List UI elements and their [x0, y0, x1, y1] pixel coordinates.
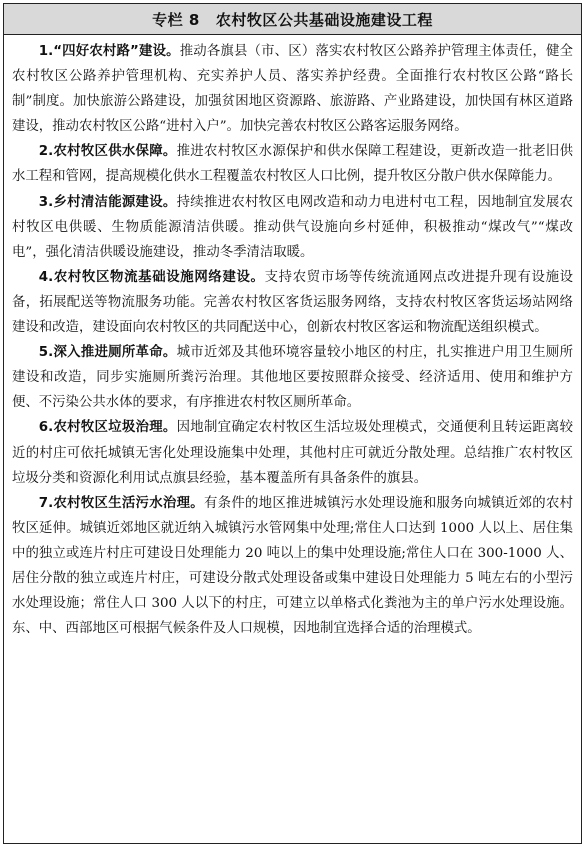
item-clean-energy: [12, 190, 573, 265]
box-title: 农村牧区公共基础设施建设工程: [215, 10, 433, 29]
item-body: 持续推进农村牧区电网改造和动力电进村屯工程，因地制宜发展农村牧区电供暖、生物质能源清洁供暖。推动供气设施向乡村延伸，积极推动“煤改气”“煤改电”，强化清洁供暖设施建设，推动冬季清洁取暖。: [12, 194, 574, 260]
box-label: 专栏 8: [152, 10, 200, 29]
item-body: 因地制宜确定农村牧区生活垃圾处理模式，交通便利且转运距离较近的村庄可依托城镇无害化处理设施集中处理，其他村庄可就近分散处理。总结推广农村牧区垃圾分类和资源化利用试点旗县经验，基本覆盖所有具备条件的旗县。: [12, 420, 574, 486]
item-heading: 5.深入推进厕所革命。: [38, 345, 177, 361]
item-heading: 1.“四好农村路”建设。: [38, 44, 180, 59]
box-content: [4, 35, 581, 641]
item-toilet-revolution: [12, 340, 573, 415]
item-heading: 6.农村牧区垃圾治理。: [38, 420, 177, 436]
item-body: 城市近郊及其他环境容量较小地区的村庄，扎实推进户用卫生厕所建设和改造，同步实施厕所粪污治理。其他地区要按照群众接受、经济适用、使用和维护方便、不污染公共水体的要求，有序推进农村牧区厕所革命。: [12, 345, 574, 411]
item-logistics: [12, 265, 573, 340]
item-body: 支持农贸市场等传统流通网点改进提升现有设施设备，拓展配送等物流服务功能。完善农村牧区客货运服务网络，支持农村牧区客货运场站网络建设和改造，建设面向农村牧区的共同配送中心，创新农村牧区客运和物流配送组织模式。: [12, 269, 574, 336]
item-water-supply: [12, 139, 573, 189]
item-heading: 4.农村牧区物流基础设施网络建设。: [38, 269, 265, 285]
item-sewage: [12, 491, 573, 642]
item-rural-roads: [12, 39, 573, 139]
item-body: 推进农村牧区水源保护和供水保障工程建设，更新改造一批老旧供水工程和管网，提高规模化供水工程覆盖农村牧区人口比例，提升牧区分散户供水保障能力。: [12, 144, 574, 185]
item-body: 有条件的地区推进城镇污水处理设施和服务向城镇近郊的农村牧区延伸。城镇近郊地区就近纳入城镇污水管网集中处理;常住人口达到 1000 人以上、居住集中的独立或连片村庄可建设日处理能力 20 吨以上的集中处理设施;常住人口在 300-1000 人、居住分散的独立或连片村庄，可建设分散式处理设备或集中建设日处理能力 5 吨左右的小型污水处理设施；常住人口 300 人以下的村庄，可建立以单格式化粪池为主的单户污水处理设施。东、中、西部地区可根据气候条件及人口规模，因地制宜选择合适的治理模式。: [12, 495, 574, 637]
feature-box: [3, 3, 582, 844]
item-heading: 2.农村牧区供水保障。: [38, 144, 177, 160]
item-heading: 3.乡村清洁能源建设。: [38, 194, 177, 210]
item-body: 推动各旗县（市、区）落实农村牧区公路养护管理主体责任，健全农村牧区公路养护管理机构、充实养护人员、落实养护经费。全面推行农村牧区公路“路长制”制度。加快旅游公路建设，加强贫困地区资源路、旅游路、产业路建设，加快国有林区道路建设，推动农村牧区公路“进村入户”。加快完善农村牧区公路客运服务网络。: [12, 44, 573, 135]
item-garbage: [12, 415, 573, 490]
box-header: [4, 4, 581, 35]
item-heading: 7.农村牧区生活污水治理。: [38, 495, 204, 511]
